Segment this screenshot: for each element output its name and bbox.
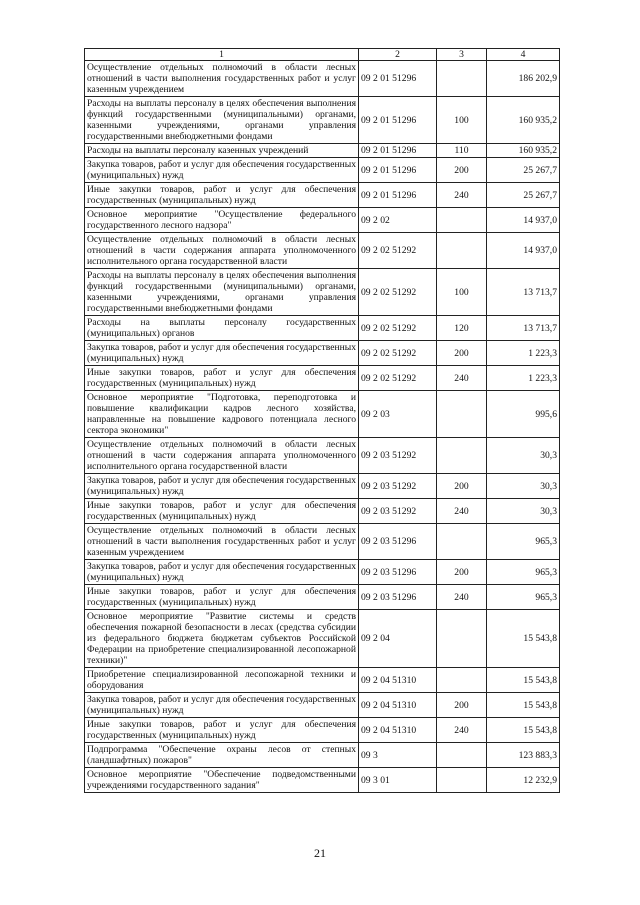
cell-sum: 15 543,8	[487, 668, 560, 693]
cell-name: Осуществление отдельных полномочий в области лесных отношений в части выполнения государственных работ и услуг казенным учреждением	[85, 524, 359, 560]
table-row	[85, 499, 560, 524]
table-row	[85, 391, 560, 438]
cell-vr: 200	[437, 158, 487, 183]
table-row	[85, 668, 560, 693]
table-row	[85, 158, 560, 183]
cell-sum: 14 937,0	[487, 208, 560, 233]
cell-sum: 965,3	[487, 585, 560, 610]
cell-code: 09 2 02	[359, 208, 437, 233]
cell-sum: 160 935,2	[487, 144, 560, 158]
cell-code: 09 2 01 51296	[359, 97, 437, 144]
table-row	[85, 316, 560, 341]
header-col-code: 2	[359, 49, 437, 61]
cell-name: Основное мероприятие "Обеспечение подведомственными учреждениями государственного задания"	[85, 768, 359, 793]
cell-vr: 240	[437, 585, 487, 610]
cell-code: 09 2 03 51292	[359, 499, 437, 524]
cell-vr: 110	[437, 144, 487, 158]
table-row	[85, 693, 560, 718]
cell-name: Основное мероприятие "Развитие системы и средств обеспечения пожарной безопасности в лесах (средства субсидии из федерального бюджета бюджетам субъектов Российской Федерации на приобретение специализированной лесопожарной техники)"	[85, 610, 359, 668]
header-col-vr: 3	[437, 49, 487, 61]
cell-vr: 240	[437, 183, 487, 208]
cell-name: Расходы на выплаты персоналу в целях обеспечения выполнения функций государственными (муниципальными) органами, казенными учреждениями, органами управления государственными внебюджетными фондами	[85, 269, 359, 316]
cell-vr	[437, 668, 487, 693]
cell-vr	[437, 208, 487, 233]
cell-sum: 123 883,3	[487, 743, 560, 768]
table-row	[85, 366, 560, 391]
cell-name: Иные закупки товаров, работ и услуг для обеспечения государственных (муниципальных) нужд	[85, 183, 359, 208]
cell-sum: 995,6	[487, 391, 560, 438]
table-row	[85, 560, 560, 585]
cell-sum: 160 935,2	[487, 97, 560, 144]
cell-vr	[437, 391, 487, 438]
cell-sum: 25 267,7	[487, 158, 560, 183]
cell-name: Расходы на выплаты персоналу казенных учреждений	[85, 144, 359, 158]
cell-sum: 15 543,8	[487, 610, 560, 668]
cell-sum: 1 223,3	[487, 366, 560, 391]
cell-vr: 200	[437, 341, 487, 366]
cell-name: Приобретение специализированной лесопожарной техники и оборудования	[85, 668, 359, 693]
cell-vr	[437, 438, 487, 474]
cell-name: Закупка товаров, работ и услуг для обеспечения государственных (муниципальных) нужд	[85, 341, 359, 366]
cell-vr: 200	[437, 474, 487, 499]
cell-sum: 15 543,8	[487, 718, 560, 743]
cell-code: 09 2 02 51292	[359, 341, 437, 366]
cell-sum: 25 267,7	[487, 183, 560, 208]
cell-name: Основное мероприятие "Осуществление федерального государственного лесного надзора"	[85, 208, 359, 233]
cell-vr: 100	[437, 97, 487, 144]
cell-vr	[437, 743, 487, 768]
cell-vr	[437, 61, 487, 97]
table-header	[85, 49, 560, 61]
cell-code: 09 2 01 51296	[359, 158, 437, 183]
table-row	[85, 585, 560, 610]
cell-name: Осуществление отдельных полномочий в области лесных отношений в части выполнения государственных работ и услуг казенным учреждением	[85, 61, 359, 97]
cell-sum: 30,3	[487, 438, 560, 474]
header-row	[85, 49, 560, 61]
table-row	[85, 233, 560, 269]
cell-name: Закупка товаров, работ и услуг для обеспечения государственных (муниципальных) нужд	[85, 158, 359, 183]
table-row	[85, 97, 560, 144]
cell-sum: 965,3	[487, 560, 560, 585]
budget-table	[84, 48, 560, 793]
table-row	[85, 743, 560, 768]
table-row	[85, 183, 560, 208]
cell-sum: 15 543,8	[487, 693, 560, 718]
cell-sum: 12 232,9	[487, 768, 560, 793]
cell-name: Закупка товаров, работ и услуг для обеспечения государственных (муниципальных) нужд	[85, 474, 359, 499]
cell-code: 09 2 01 51296	[359, 61, 437, 97]
cell-code: 09 2 02 51292	[359, 269, 437, 316]
cell-code: 09 2 04 51310	[359, 668, 437, 693]
cell-code: 09 3	[359, 743, 437, 768]
table-row	[85, 341, 560, 366]
cell-code: 09 2 01 51296	[359, 144, 437, 158]
cell-sum: 30,3	[487, 474, 560, 499]
cell-code: 09 2 02 51292	[359, 366, 437, 391]
table-row	[85, 768, 560, 793]
cell-code: 09 2 03 51296	[359, 560, 437, 585]
cell-sum: 13 713,7	[487, 316, 560, 341]
cell-name: Расходы на выплаты персоналу государственных (муниципальных) органов	[85, 316, 359, 341]
table-row	[85, 269, 560, 316]
table-row	[85, 208, 560, 233]
cell-name: Иные закупки товаров, работ и услуг для обеспечения государственных (муниципальных) нужд	[85, 499, 359, 524]
page-number: 21	[314, 846, 326, 860]
cell-sum: 14 937,0	[487, 233, 560, 269]
cell-code: 09 2 02 51292	[359, 316, 437, 341]
cell-code: 09 2 02 51292	[359, 233, 437, 269]
cell-sum: 965,3	[487, 524, 560, 560]
cell-vr: 100	[437, 269, 487, 316]
cell-code: 09 2 03 51296	[359, 524, 437, 560]
cell-code: 09 2 03 51296	[359, 585, 437, 610]
cell-code: 09 2 04 51310	[359, 693, 437, 718]
cell-vr: 240	[437, 718, 487, 743]
cell-name: Закупка товаров, работ и услуг для обеспечения государственных (муниципальных) нужд	[85, 560, 359, 585]
cell-vr: 240	[437, 499, 487, 524]
cell-vr: 200	[437, 560, 487, 585]
cell-vr	[437, 233, 487, 269]
cell-code: 09 2 01 51296	[359, 183, 437, 208]
cell-sum: 13 713,7	[487, 269, 560, 316]
cell-name: Иные закупки товаров, работ и услуг для обеспечения государственных (муниципальных) нужд	[85, 585, 359, 610]
header-col-sum: 4	[487, 49, 560, 61]
cell-code: 09 2 03 51292	[359, 438, 437, 474]
cell-sum: 1 223,3	[487, 341, 560, 366]
table-row	[85, 524, 560, 560]
cell-name: Расходы на выплаты персоналу в целях обеспечения выполнения функций государственными (муниципальными) органами, казенными учреждениями, органами управления государственными внебюджетными фондами	[85, 97, 359, 144]
cell-vr: 120	[437, 316, 487, 341]
cell-code: 09 2 03 51292	[359, 474, 437, 499]
cell-vr: 240	[437, 366, 487, 391]
header-col-name: 1	[85, 49, 359, 61]
cell-vr	[437, 768, 487, 793]
cell-name: Закупка товаров, работ и услуг для обеспечения государственных (муниципальных) нужд	[85, 693, 359, 718]
cell-vr: 200	[437, 693, 487, 718]
cell-code: 09 2 04	[359, 610, 437, 668]
table-row	[85, 438, 560, 474]
cell-name: Иные закупки товаров, работ и услуг для обеспечения государственных (муниципальных) нужд	[85, 366, 359, 391]
cell-code: 09 2 04 51310	[359, 718, 437, 743]
cell-vr	[437, 524, 487, 560]
cell-name: Осуществление отдельных полномочий в области лесных отношений в части содержания аппарата уполномоченного исполнительного органа государственной власти	[85, 438, 359, 474]
cell-name: Иные закупки товаров, работ и услуг для обеспечения государственных (муниципальных) нужд	[85, 718, 359, 743]
cell-name: Осуществление отдельных полномочий в области лесных отношений в части содержания аппарата уполномоченного исполнительного органа государственной власти	[85, 233, 359, 269]
table-row	[85, 474, 560, 499]
cell-sum: 30,3	[487, 499, 560, 524]
cell-name: Подпрограмма "Обеспечение охраны лесов от степных (ландшафтных) пожаров"	[85, 743, 359, 768]
table-row	[85, 144, 560, 158]
cell-vr	[437, 610, 487, 668]
table-row	[85, 61, 560, 97]
cell-code: 09 2 03	[359, 391, 437, 438]
table-row	[85, 610, 560, 668]
table-body	[85, 61, 560, 793]
cell-name: Основное мероприятие "Подготовка, переподготовка и повышение квалификации кадров лесного хозяйства, направленные на повышение кадрового потенциала лесного сектора экономики"	[85, 391, 359, 438]
cell-code: 09 3 01	[359, 768, 437, 793]
table-row	[85, 718, 560, 743]
cell-sum: 186 202,9	[487, 61, 560, 97]
